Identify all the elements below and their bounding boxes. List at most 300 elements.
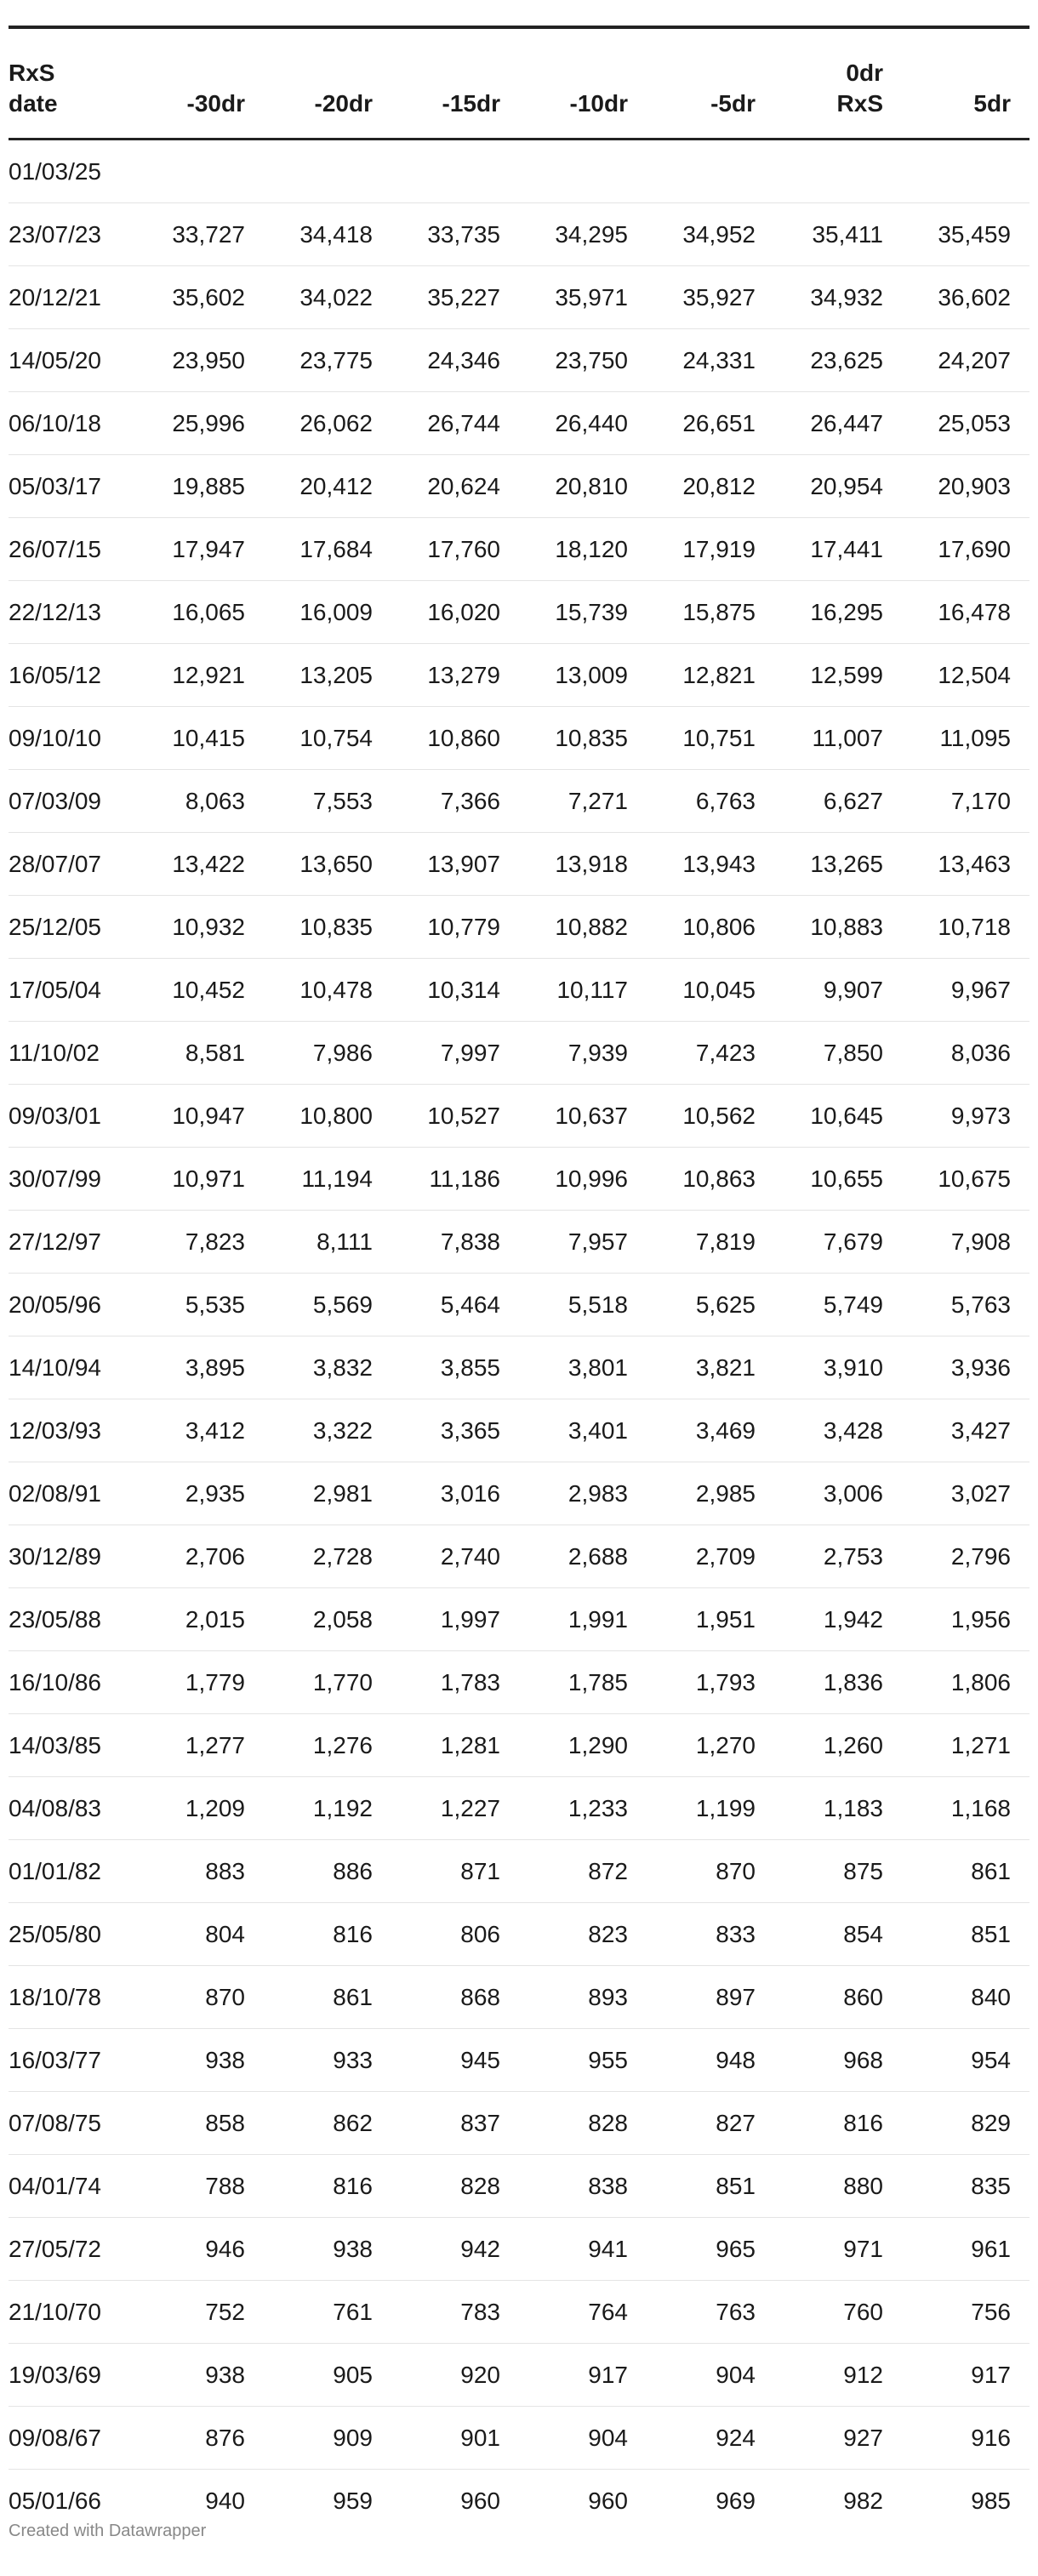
value-cell: 1,783 bbox=[391, 1651, 519, 1714]
value-cell: 7,939 bbox=[519, 1022, 647, 1085]
date-cell: 05/01/66 bbox=[9, 2487, 101, 2514]
value-cell: 24,207 bbox=[902, 329, 1029, 392]
table-row bbox=[9, 581, 1029, 644]
value-cell: 33,727 bbox=[136, 203, 264, 266]
value-cell: 2,015 bbox=[136, 1588, 264, 1651]
date-cell: 01/03/25 bbox=[9, 140, 136, 203]
value-cell: 16,065 bbox=[136, 581, 264, 644]
value-cell: 2,983 bbox=[519, 1462, 647, 1525]
value-cell: 880 bbox=[774, 2155, 902, 2218]
value-cell: 1,281 bbox=[391, 1714, 519, 1777]
value-cell: 870 bbox=[647, 1840, 774, 1903]
value-cell: 34,952 bbox=[647, 203, 774, 266]
value-cell: 20,903 bbox=[902, 455, 1029, 518]
value-cell bbox=[519, 140, 647, 203]
value-cell: 10,779 bbox=[391, 896, 519, 959]
value-cell: 1,233 bbox=[519, 1777, 647, 1840]
value-cell: 1,192 bbox=[264, 1777, 391, 1840]
value-cell: 941 bbox=[519, 2218, 647, 2281]
value-cell: 35,971 bbox=[519, 266, 647, 329]
date-cell: 30/07/99 bbox=[9, 1148, 136, 1211]
date-cell: 01/01/82 bbox=[9, 1840, 136, 1903]
table-row bbox=[9, 266, 1029, 329]
value-cell: 13,009 bbox=[519, 644, 647, 707]
value-cell: 876 bbox=[136, 2407, 264, 2470]
value-cell: 893 bbox=[519, 1966, 647, 2029]
value-cell: 8,111 bbox=[264, 1211, 391, 1274]
value-cell: 24,331 bbox=[647, 329, 774, 392]
value-cell: 985 bbox=[971, 2487, 1011, 2514]
data-table bbox=[9, 26, 1029, 2532]
table-row bbox=[9, 833, 1029, 896]
value-cell: 955 bbox=[519, 2029, 647, 2092]
value-cell: 13,918 bbox=[519, 833, 647, 896]
date-cell: 06/10/18 bbox=[9, 392, 136, 455]
value-cell: 756 bbox=[902, 2281, 1029, 2344]
value-cell: 938 bbox=[136, 2344, 264, 2407]
value-cell: 12,921 bbox=[136, 644, 264, 707]
value-cell: 10,800 bbox=[264, 1085, 391, 1148]
value-cell: 16,020 bbox=[391, 581, 519, 644]
value-cell: 1,276 bbox=[264, 1714, 391, 1777]
value-cell: 10,645 bbox=[774, 1085, 902, 1148]
table-row bbox=[9, 1399, 1029, 1462]
value-cell: 20,954 bbox=[774, 455, 902, 518]
value-cell: 3,855 bbox=[391, 1336, 519, 1399]
value-cell: 8,581 bbox=[136, 1022, 264, 1085]
value-cell: 3,401 bbox=[519, 1399, 647, 1462]
value-cell: 905 bbox=[264, 2344, 391, 2407]
value-cell: 15,739 bbox=[519, 581, 647, 644]
value-cell: 5,518 bbox=[519, 1274, 647, 1336]
value-cell: 3,895 bbox=[136, 1336, 264, 1399]
value-cell: 10,863 bbox=[647, 1148, 774, 1211]
table-row bbox=[9, 2218, 1029, 2281]
value-cell: 16,009 bbox=[264, 581, 391, 644]
value-cell: 10,971 bbox=[136, 1148, 264, 1211]
value-cell bbox=[647, 140, 774, 203]
value-cell: 761 bbox=[264, 2281, 391, 2344]
value-cell: 2,709 bbox=[647, 1525, 774, 1588]
value-cell: 10,675 bbox=[902, 1148, 1029, 1211]
column-header: -30dr bbox=[136, 27, 264, 140]
value-cell: 35,459 bbox=[902, 203, 1029, 266]
value-cell: 3,322 bbox=[264, 1399, 391, 1462]
value-cell: 816 bbox=[774, 2092, 902, 2155]
value-cell: 904 bbox=[519, 2407, 647, 2470]
value-cell: 12,599 bbox=[774, 644, 902, 707]
date-cell: 16/10/86 bbox=[9, 1651, 136, 1714]
value-cell: 816 bbox=[264, 1903, 391, 1966]
value-cell: 7,271 bbox=[519, 770, 647, 833]
value-cell: 10,117 bbox=[519, 959, 647, 1022]
value-cell: 10,883 bbox=[774, 896, 902, 959]
value-cell: 7,819 bbox=[647, 1211, 774, 1274]
table-row bbox=[9, 1085, 1029, 1148]
value-cell: 20,624 bbox=[391, 455, 519, 518]
value-cell: 1,806 bbox=[902, 1651, 1029, 1714]
value-cell: 25,053 bbox=[902, 392, 1029, 455]
value-cell: 920 bbox=[391, 2344, 519, 2407]
value-cell: 870 bbox=[136, 1966, 264, 2029]
value-cell: 13,943 bbox=[647, 833, 774, 896]
value-cell: 783 bbox=[391, 2281, 519, 2344]
value-cell: 10,996 bbox=[519, 1148, 647, 1211]
value-cell: 828 bbox=[391, 2155, 519, 2218]
value-cell: 871 bbox=[391, 1840, 519, 1903]
value-cell: 6,763 bbox=[647, 770, 774, 833]
value-cell: 1,209 bbox=[136, 1777, 264, 1840]
value-cell: 1,951 bbox=[647, 1588, 774, 1651]
value-cell: 26,440 bbox=[519, 392, 647, 455]
value-cell: 828 bbox=[519, 2092, 647, 2155]
value-cell: 26,651 bbox=[647, 392, 774, 455]
table-body bbox=[9, 140, 1029, 2533]
value-cell: 862 bbox=[264, 2092, 391, 2155]
value-cell: 13,907 bbox=[391, 833, 519, 896]
date-cell: 09/03/01 bbox=[9, 1085, 136, 1148]
value-cell: 10,045 bbox=[647, 959, 774, 1022]
value-cell: 7,170 bbox=[902, 770, 1029, 833]
table-row bbox=[9, 2155, 1029, 2218]
value-cell: 10,637 bbox=[519, 1085, 647, 1148]
date-cell: 21/10/70 bbox=[9, 2281, 136, 2344]
value-cell: 10,655 bbox=[774, 1148, 902, 1211]
value-cell: 13,650 bbox=[264, 833, 391, 896]
value-cell: 945 bbox=[391, 2029, 519, 2092]
table-row bbox=[9, 329, 1029, 392]
value-cell: 1,997 bbox=[391, 1588, 519, 1651]
value-cell: 7,986 bbox=[264, 1022, 391, 1085]
date-cell: 26/07/15 bbox=[9, 518, 136, 581]
table-row bbox=[9, 1840, 1029, 1903]
value-cell: 875 bbox=[774, 1840, 902, 1903]
table-row bbox=[9, 455, 1029, 518]
table-row bbox=[9, 1274, 1029, 1336]
value-cell: 1,290 bbox=[519, 1714, 647, 1777]
date-cell: 30/12/89 bbox=[9, 1525, 136, 1588]
value-cell: 982 bbox=[843, 2487, 883, 2514]
value-cell: 3,006 bbox=[774, 1462, 902, 1525]
value-cell: 961 bbox=[902, 2218, 1029, 2281]
date-cell: 20/12/21 bbox=[9, 266, 136, 329]
value-cell: 763 bbox=[647, 2281, 774, 2344]
value-cell: 7,850 bbox=[774, 1022, 902, 1085]
column-header: -15dr bbox=[391, 27, 519, 140]
date-cell: 16/05/12 bbox=[9, 644, 136, 707]
table-row bbox=[9, 1211, 1029, 1274]
value-cell: 1,770 bbox=[264, 1651, 391, 1714]
value-cell: 1,183 bbox=[774, 1777, 902, 1840]
value-cell: 760 bbox=[774, 2281, 902, 2344]
value-cell: 917 bbox=[902, 2344, 1029, 2407]
value-cell: 1,942 bbox=[774, 1588, 902, 1651]
value-cell: 9,973 bbox=[902, 1085, 1029, 1148]
value-cell: 912 bbox=[774, 2344, 902, 2407]
value-cell: 7,957 bbox=[519, 1211, 647, 1274]
value-cell: 2,985 bbox=[647, 1462, 774, 1525]
date-cell: 07/08/75 bbox=[9, 2092, 136, 2155]
value-cell: 816 bbox=[264, 2155, 391, 2218]
table-row bbox=[9, 203, 1029, 266]
value-cell: 20,412 bbox=[264, 455, 391, 518]
value-cell: 17,919 bbox=[647, 518, 774, 581]
table-row bbox=[9, 2344, 1029, 2407]
value-cell: 34,932 bbox=[774, 266, 902, 329]
value-cell: 3,016 bbox=[391, 1462, 519, 1525]
value-cell: 838 bbox=[519, 2155, 647, 2218]
value-cell: 3,027 bbox=[902, 1462, 1029, 1525]
value-cell: 7,908 bbox=[902, 1211, 1029, 1274]
value-cell: 916 bbox=[902, 2407, 1029, 2470]
value-cell: 868 bbox=[391, 1966, 519, 2029]
date-cell: 23/07/23 bbox=[9, 203, 136, 266]
value-cell: 23,625 bbox=[774, 329, 902, 392]
value-cell: 924 bbox=[647, 2407, 774, 2470]
value-cell: 959 bbox=[333, 2487, 373, 2514]
table-row bbox=[9, 1714, 1029, 1777]
table-row bbox=[9, 2029, 1029, 2092]
value-cell: 806 bbox=[391, 1903, 519, 1966]
date-cell: 27/12/97 bbox=[9, 1211, 136, 1274]
value-cell: 17,684 bbox=[264, 518, 391, 581]
value-cell: 909 bbox=[264, 2407, 391, 2470]
value-cell: 829 bbox=[902, 2092, 1029, 2155]
value-cell: 764 bbox=[519, 2281, 647, 2344]
table-row bbox=[9, 770, 1029, 833]
date-cell: 04/08/83 bbox=[9, 1777, 136, 1840]
value-cell: 1,199 bbox=[647, 1777, 774, 1840]
value-cell: 12,504 bbox=[902, 644, 1029, 707]
value-cell: 1,991 bbox=[519, 1588, 647, 1651]
date-cell: 04/01/74 bbox=[9, 2155, 136, 2218]
value-cell: 17,760 bbox=[391, 518, 519, 581]
table-row bbox=[9, 140, 1029, 203]
column-header: 0dr RxS bbox=[774, 27, 902, 140]
value-cell: 26,744 bbox=[391, 392, 519, 455]
value-cell: 34,418 bbox=[264, 203, 391, 266]
value-cell: 3,821 bbox=[647, 1336, 774, 1399]
value-cell: 969 bbox=[716, 2487, 756, 2514]
value-cell: 938 bbox=[264, 2218, 391, 2281]
value-cell: 25,996 bbox=[136, 392, 264, 455]
date-cell: 07/03/09 bbox=[9, 770, 136, 833]
value-cell: 12,821 bbox=[647, 644, 774, 707]
value-cell: 11,186 bbox=[391, 1148, 519, 1211]
value-cell: 17,441 bbox=[774, 518, 902, 581]
value-cell: 33,735 bbox=[391, 203, 519, 266]
value-cell: 752 bbox=[136, 2281, 264, 2344]
value-cell: 10,314 bbox=[391, 959, 519, 1022]
value-cell: 6,627 bbox=[774, 770, 902, 833]
value-cell: 948 bbox=[647, 2029, 774, 2092]
table-row bbox=[9, 896, 1029, 959]
date-cell: 09/08/67 bbox=[9, 2407, 136, 2470]
value-cell: 860 bbox=[774, 1966, 902, 2029]
value-cell: 833 bbox=[647, 1903, 774, 1966]
value-cell: 10,835 bbox=[519, 707, 647, 770]
value-cell: 854 bbox=[774, 1903, 902, 1966]
value-cell: 10,932 bbox=[136, 896, 264, 959]
value-cell: 26,447 bbox=[774, 392, 902, 455]
date-cell: 27/05/72 bbox=[9, 2218, 136, 2281]
value-cell bbox=[774, 140, 902, 203]
value-cell: 7,366 bbox=[391, 770, 519, 833]
value-cell: 20,812 bbox=[647, 455, 774, 518]
value-cell: 3,801 bbox=[519, 1336, 647, 1399]
value-cell: 904 bbox=[647, 2344, 774, 2407]
value-cell: 3,936 bbox=[902, 1336, 1029, 1399]
table-row bbox=[9, 392, 1029, 455]
date-cell: 23/05/88 bbox=[9, 1588, 136, 1651]
value-cell: 36,602 bbox=[902, 266, 1029, 329]
value-cell: 960 bbox=[460, 2487, 500, 2514]
value-cell: 965 bbox=[647, 2218, 774, 2281]
value-cell: 10,882 bbox=[519, 896, 647, 959]
value-cell: 15,875 bbox=[647, 581, 774, 644]
table-row bbox=[9, 2092, 1029, 2155]
value-cell: 5,464 bbox=[391, 1274, 519, 1336]
value-cell: 23,750 bbox=[519, 329, 647, 392]
value-cell: 5,763 bbox=[902, 1274, 1029, 1336]
value-cell: 901 bbox=[391, 2407, 519, 2470]
value-cell: 17,947 bbox=[136, 518, 264, 581]
value-cell: 24,346 bbox=[391, 329, 519, 392]
value-cell: 2,935 bbox=[136, 1462, 264, 1525]
value-cell: 851 bbox=[647, 2155, 774, 2218]
value-cell: 835 bbox=[902, 2155, 1029, 2218]
table-row bbox=[9, 1966, 1029, 2029]
value-cell: 2,740 bbox=[391, 1525, 519, 1588]
value-cell: 10,562 bbox=[647, 1085, 774, 1148]
value-cell: 5,625 bbox=[647, 1274, 774, 1336]
value-cell: 1,836 bbox=[774, 1651, 902, 1714]
value-cell: 2,058 bbox=[264, 1588, 391, 1651]
value-cell: 2,688 bbox=[519, 1525, 647, 1588]
value-cell: 1,260 bbox=[774, 1714, 902, 1777]
value-cell: 16,478 bbox=[902, 581, 1029, 644]
date-cell: 25/12/05 bbox=[9, 896, 136, 959]
value-cell: 886 bbox=[264, 1840, 391, 1903]
value-cell: 872 bbox=[519, 1840, 647, 1903]
value-cell: 1,779 bbox=[136, 1651, 264, 1714]
value-cell: 10,754 bbox=[264, 707, 391, 770]
value-cell: 942 bbox=[391, 2218, 519, 2281]
header-row bbox=[9, 27, 1029, 140]
value-cell: 917 bbox=[519, 2344, 647, 2407]
date-cell: 09/10/10 bbox=[9, 707, 136, 770]
date-cell: 05/03/17 bbox=[9, 455, 136, 518]
value-cell: 837 bbox=[391, 2092, 519, 2155]
value-cell: 2,981 bbox=[264, 1462, 391, 1525]
value-cell: 858 bbox=[136, 2092, 264, 2155]
table-row bbox=[9, 1462, 1029, 1525]
value-cell: 1,793 bbox=[647, 1651, 774, 1714]
date-cell: 22/12/13 bbox=[9, 581, 136, 644]
date-cell: 14/10/94 bbox=[9, 1336, 136, 1399]
value-cell: 26,062 bbox=[264, 392, 391, 455]
table-row bbox=[9, 1651, 1029, 1714]
table-row bbox=[9, 1525, 1029, 1588]
value-cell: 23,950 bbox=[136, 329, 264, 392]
value-cell: 7,553 bbox=[264, 770, 391, 833]
date-cell: 16/03/77 bbox=[9, 2029, 136, 2092]
value-cell: 3,832 bbox=[264, 1336, 391, 1399]
column-header: RxS date bbox=[9, 27, 136, 140]
value-cell: 3,412 bbox=[136, 1399, 264, 1462]
value-cell: 13,422 bbox=[136, 833, 264, 896]
value-cell: 7,679 bbox=[774, 1211, 902, 1274]
value-cell: 10,718 bbox=[902, 896, 1029, 959]
value-cell: 34,295 bbox=[519, 203, 647, 266]
value-cell: 1,168 bbox=[902, 1777, 1029, 1840]
value-cell: 7,823 bbox=[136, 1211, 264, 1274]
value-cell: 883 bbox=[136, 1840, 264, 1903]
value-cell: 954 bbox=[902, 2029, 1029, 2092]
date-cell: 12/03/93 bbox=[9, 1399, 136, 1462]
value-cell: 11,095 bbox=[902, 707, 1029, 770]
value-cell: 35,411 bbox=[774, 203, 902, 266]
value-cell: 3,428 bbox=[774, 1399, 902, 1462]
value-cell: 7,838 bbox=[391, 1211, 519, 1274]
value-cell: 3,910 bbox=[774, 1336, 902, 1399]
value-cell: 17,690 bbox=[902, 518, 1029, 581]
date-cell: 28/07/07 bbox=[9, 833, 136, 896]
value-cell: 1,270 bbox=[647, 1714, 774, 1777]
value-cell: 861 bbox=[902, 1840, 1029, 1903]
value-cell: 11,194 bbox=[264, 1148, 391, 1211]
value-cell: 2,728 bbox=[264, 1525, 391, 1588]
value-cell: 1,785 bbox=[519, 1651, 647, 1714]
value-cell: 8,063 bbox=[136, 770, 264, 833]
value-cell: 10,806 bbox=[647, 896, 774, 959]
value-cell: 827 bbox=[647, 2092, 774, 2155]
value-cell: 971 bbox=[774, 2218, 902, 2281]
table-row bbox=[9, 518, 1029, 581]
value-cell: 788 bbox=[136, 2155, 264, 2218]
value-cell: 2,706 bbox=[136, 1525, 264, 1588]
footer-credit: Created with Datawrapper bbox=[9, 2522, 207, 2540]
table-row bbox=[9, 707, 1029, 770]
value-cell: 19,885 bbox=[136, 455, 264, 518]
value-cell: 10,860 bbox=[391, 707, 519, 770]
date-cell: 14/03/85 bbox=[9, 1714, 136, 1777]
table-row bbox=[9, 1903, 1029, 1966]
value-cell: 2,796 bbox=[902, 1525, 1029, 1588]
table-row bbox=[9, 644, 1029, 707]
value-cell: 20,810 bbox=[519, 455, 647, 518]
value-cell: 10,415 bbox=[136, 707, 264, 770]
value-cell: 10,947 bbox=[136, 1085, 264, 1148]
value-cell: 8,036 bbox=[902, 1022, 1029, 1085]
value-cell: 11,007 bbox=[774, 707, 902, 770]
column-header: -20dr bbox=[264, 27, 391, 140]
value-cell: 10,751 bbox=[647, 707, 774, 770]
value-cell: 3,427 bbox=[902, 1399, 1029, 1462]
value-cell bbox=[391, 140, 519, 203]
table-row bbox=[9, 1777, 1029, 1840]
value-cell: 34,022 bbox=[264, 266, 391, 329]
value-cell: 9,907 bbox=[774, 959, 902, 1022]
value-cell: 13,265 bbox=[774, 833, 902, 896]
value-cell: 10,452 bbox=[136, 959, 264, 1022]
value-cell: 9,967 bbox=[902, 959, 1029, 1022]
value-cell: 968 bbox=[774, 2029, 902, 2092]
table-row bbox=[9, 1148, 1029, 1211]
value-cell: 897 bbox=[647, 1966, 774, 2029]
value-cell: 13,205 bbox=[264, 644, 391, 707]
value-cell: 1,227 bbox=[391, 1777, 519, 1840]
